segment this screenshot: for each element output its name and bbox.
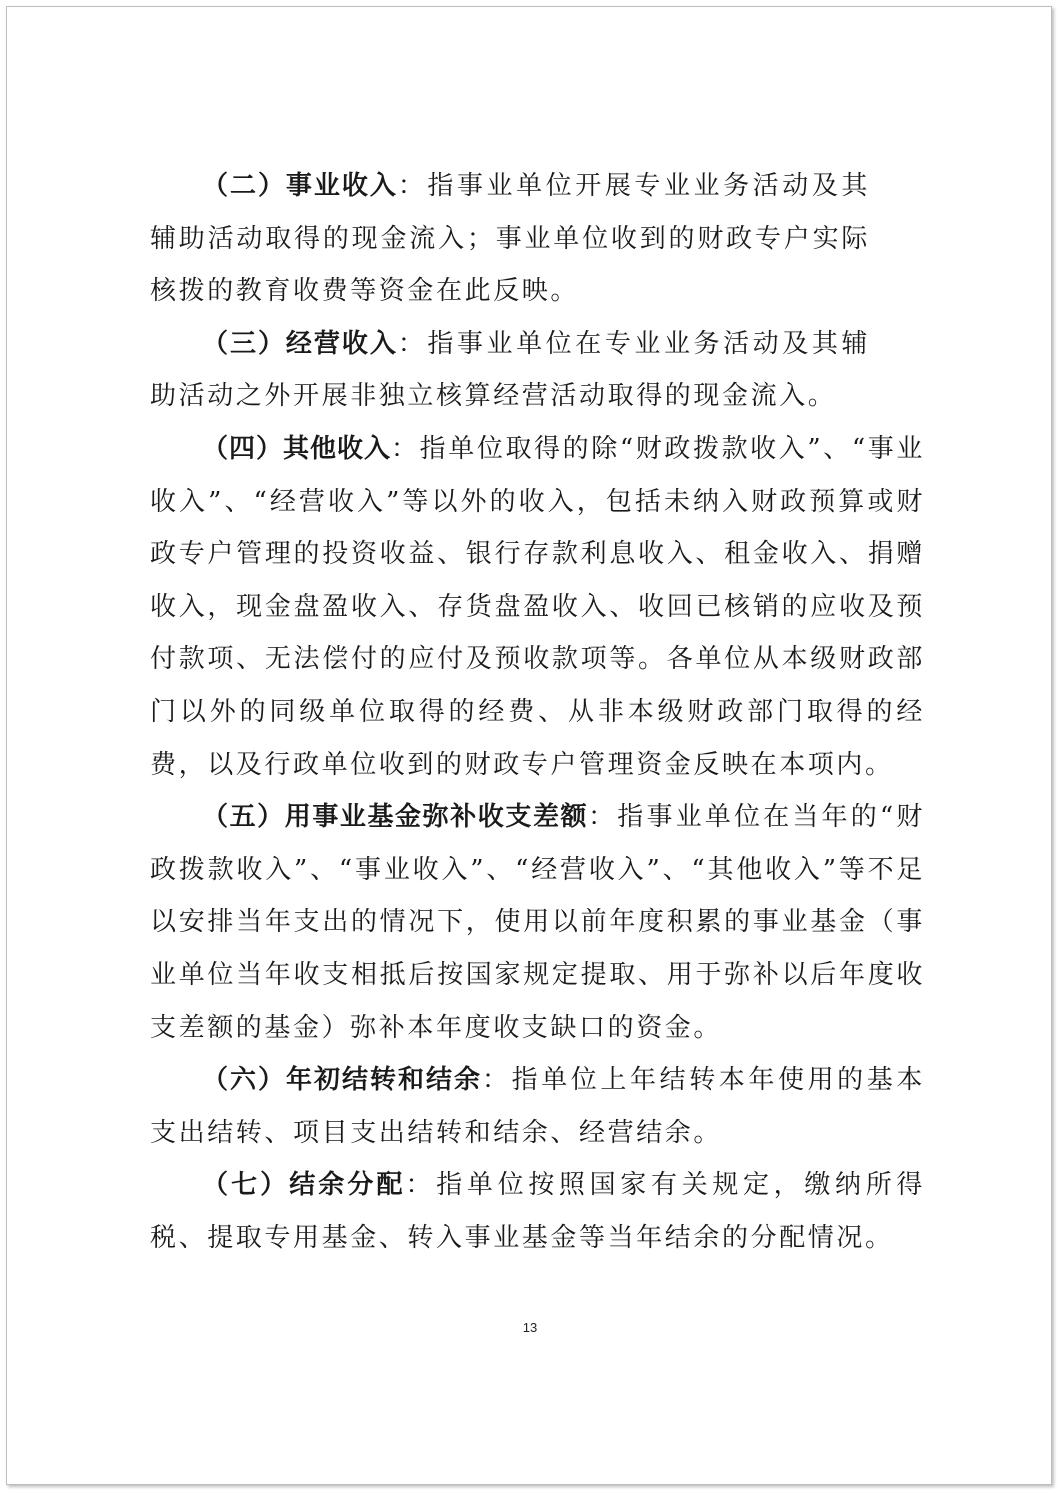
heading-fund-offset: （五）用事业基金弥补收支差额 <box>202 802 589 833</box>
heading-business-income: （二）事业收入 <box>202 171 398 201</box>
heading-surplus-distribution: （七）结余分配 <box>202 1170 406 1201</box>
paragraph-carryover <box>150 1054 925 1159</box>
text-carryover: ：指单位上年结转本年使用的基本支出结转、项目支出结转和结余、经营结余。 <box>150 1065 925 1148</box>
text-surplus-distribution: ：指单位按照国家有关规定，缴纳所得税、提取专用基金、转入事业基金等当年结余的分配情况。 <box>150 1170 925 1253</box>
paragraph-other-income <box>150 423 925 791</box>
text-operating-income: ：指事业单位在专业业务活动及其辅助活动之外开展非独立核算经营活动取得的现金流入。 <box>150 328 870 412</box>
paragraph-surplus-distribution <box>150 1159 925 1264</box>
paragraph-business-income <box>150 160 870 318</box>
text-business-income: ：指事业单位开展专业业务活动及其辅助活动取得的现金流入；事业单位收到的财政专户实际核拨的教育收费等资金在此反映。 <box>150 171 870 307</box>
paragraph-fund-offset <box>150 791 925 1054</box>
paragraph-operating-income <box>150 318 870 423</box>
text-other-income: ：指单位取得的除“财政拨款收入”、“事业收入”、“经营收入”等以外的收入，包括未纳入财政预算或财政专户管理的投资收益、银行存款利息收入、租金收入、捐赠收入，现金盘盈收入、存货盘盈收入、收回已核销的应收及预付款项、无法偿付的应付及预收款项等。各单位从本级财政部门以外的同级单位取得的经费、从非本级财政部门取得的经费，以及行政单位收到的财政专户管理资金反映在本项内。 <box>150 433 925 780</box>
heading-operating-income: （三）经营收入 <box>202 328 398 359</box>
heading-other-income: （四）其他收入 <box>202 433 392 464</box>
document-body <box>150 160 925 1264</box>
page-number: 13 <box>522 1320 538 1335</box>
heading-carryover: （六）年初结转和结余 <box>202 1065 482 1096</box>
text-fund-offset: ：指事业单位在当年的“财政拨款收入”、“事业收入”、“经营收入”、“其他收入”等不足以安排当年支出的情况下，使用以前年度积累的事业基金（事业单位当年收支相抵后按国家规定提取、用于弥补以后年度收支差额的基金）弥补本年度收支缺口的资金。 <box>150 802 925 1043</box>
